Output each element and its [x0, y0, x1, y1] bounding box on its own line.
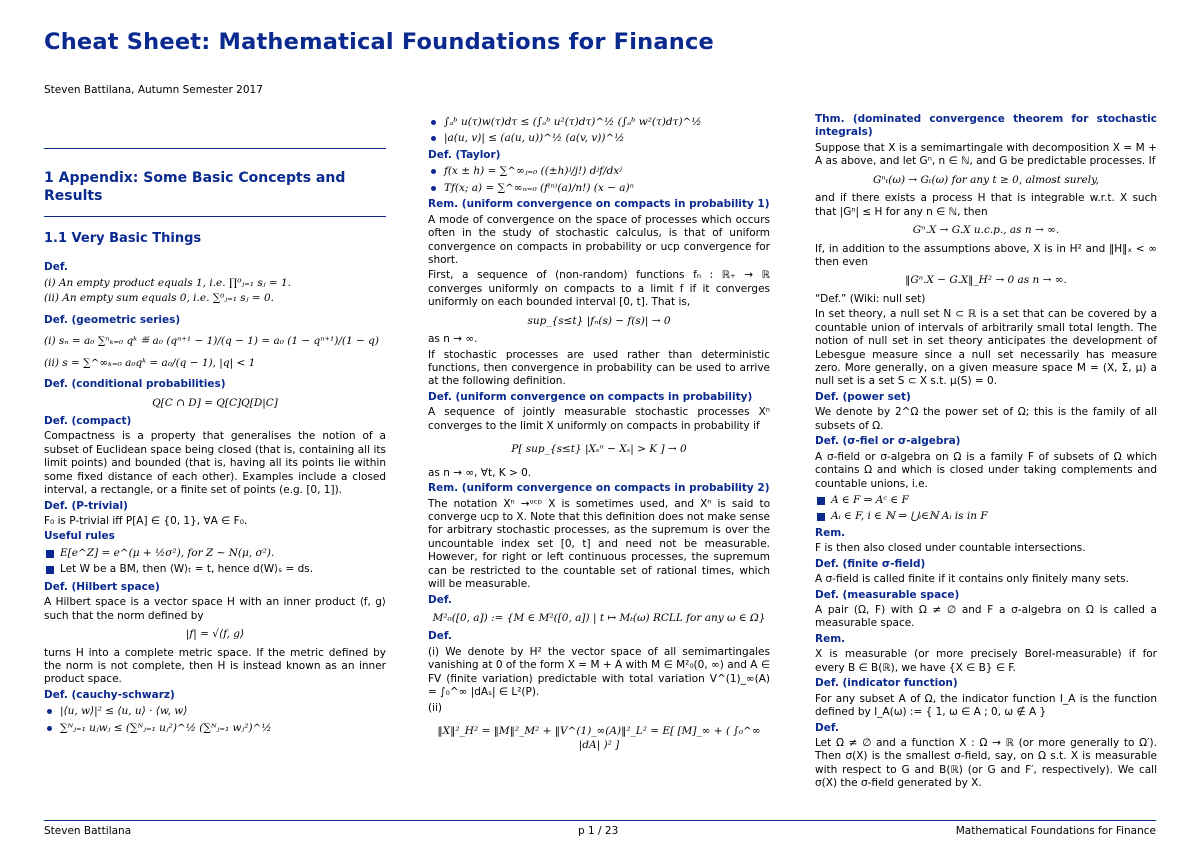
list-item: Tf(x; a) = ∑^∞ₙ₌₀ (f⁽ⁿ⁾(a)/n!) (x − a)ⁿ — [428, 182, 770, 195]
measurable-space-text: A pair (Ω, F) with Ω ≠ ∅ and F a σ-algebra on Ω is called a measurable space. — [815, 604, 1157, 630]
power-set-def: Def. (power set) — [815, 390, 911, 403]
bullet-icon — [431, 186, 436, 191]
list-item: Aᵢ ∈ F, i ∈ ℕ ⇒ ⋃ᵢ∈ℕ Aᵢ is in F — [815, 510, 1157, 523]
ucp-formula: P[ sup_{s≤t} |Xₛⁿ − Xₛ| > K ] → 0 — [511, 443, 687, 456]
h2-formula: ‖X‖²_H² = ‖M‖²_M² + ‖V^(1)_∞(A)‖²_L² = E[ [M]_∞ + ( ∫₀^∞ |dA| )² ] — [437, 725, 761, 751]
footer-page-number: p 1 / 23 — [578, 825, 619, 837]
page-title: Cheat Sheet: Mathematical Foundations for Finance — [44, 29, 714, 55]
compact-text: Compactness is a property that generalises the notion of a subset of Euclidean space being closed (that is, containing all its limit points) and bounded (that is, having all its points lie within some fixed distance of each other). Examples include a closed interval, a rectangle, or a finite set of points (e.g. [0, 1]). — [44, 430, 386, 497]
h2-i: (i) We denote by H² the vector space of all semimartingales vanishing at 0 of the form X = M + A with M ∈ M²₀(0, ∞) and A ∈ FV (finite variation) predictable with total variation V^(1)_∞(A) = ∫₀^∞ |dAₛ| ∈ L²(P). — [428, 645, 770, 699]
ucp1-formula: sup_{s≤t} |fₙ(s) − f(s)| → 0 — [527, 314, 671, 327]
finite-sigma-def: Def. (finite σ-field) — [815, 557, 926, 570]
footer-right: Mathematical Foundations for Finance — [955, 825, 1156, 837]
dct-text-3: If, in addition to the assumptions above, X is in H² and ‖H‖ₓ < ∞ then even — [815, 242, 1157, 268]
dct-text-2: and if there exists a process H that is integrable w.r.t. X such that |Gⁿ| ≤ H for any n ∈ ℕ, then — [815, 192, 1157, 218]
list-item: |⟨u, w⟩|² ≤ ⟨u, u⟩ · ⟨w, w⟩ — [44, 705, 386, 718]
sigma-algebra-text: A σ-field or σ-algebra on Ω is a family F of subsets of Ω which contains Ω and which is closed under taking complements and countable unions, i.e. — [815, 450, 1157, 490]
taylor-def: Def. (Taylor) — [428, 148, 501, 161]
ucp2-text: The notation Xⁿ →ᵘᶜᵖ X is sometimes used, and Xⁿ is said to converge ucp to X. Note that this definition does not make sense for arbitrary stochastic processes, as the supremum is over the uncountable index set [0, t] and need not be measurable. However, for right or left continuous processes, the supremum can be restricted to the countable set of rational times, which will be measurable. — [428, 497, 770, 591]
hilbert-text-2: turns H into a complete metric space. If the metric defined by the norm is not complete, then H is instead known as an inner product space. — [44, 646, 386, 686]
list-item: f(x ± h) = ∑^∞ⱼ₌₀ ((±h)ʲ/j!) dʲf/dxʲ — [428, 165, 770, 178]
bullet-icon — [46, 550, 54, 558]
indicator-text: For any subset A of Ω, the indicator function I_A is the function defined by I_A(ω) := { 1, ω ∈ A ; 0, ω ∉ A } — [815, 692, 1157, 719]
column-3 — [815, 113, 1157, 793]
list-item: E[e^Z] = e^(μ + ½σ²), for Z ∼ N(μ, σ²). — [44, 547, 386, 560]
bullet-icon — [817, 497, 825, 505]
cauchy-schwarz-def: Def. (cauchy-schwarz) — [44, 688, 175, 701]
def-label: Def. — [44, 261, 68, 274]
hilbert-def: Def. (Hilbert space) — [44, 580, 160, 593]
ptrivial-def: Def. (P-trivial) — [44, 499, 128, 512]
sigma-algebra-def: Def. (σ-fiel or σ-algebra) — [815, 435, 961, 448]
bullet-icon — [47, 709, 52, 714]
list-item: ∫ₐᵇ u(τ)w(τ)dτ ≤ (∫ₐᵇ u²(τ)dτ)^½ (∫ₐᵇ w²(τ)dτ)^½ — [428, 116, 770, 129]
section-underline — [44, 216, 386, 217]
column-1 — [44, 150, 386, 738]
hilbert-formula: |f| = √⟨f, g⟩ — [185, 628, 245, 641]
finite-sigma-text: A σ-field is called finite if it contains only finitely many sets. — [815, 573, 1129, 586]
ucp1-text: A mode of convergence on the space of processes which occurs often in the study of stochastic calculus, is that of uniform convergence on compacts in probability or ucp convergence for short. — [428, 213, 770, 266]
ucp2-def: Rem. (uniform convergence on compacts in probability 2) — [428, 482, 770, 495]
dct-formula-1: Gⁿₜ(ω) → Gₜ(ω) for any t ≥ 0, almost surely, — [873, 173, 1099, 186]
rem-text: F is then also closed under countable intersections. — [815, 542, 1086, 555]
bullet-icon — [431, 120, 436, 125]
column-2 — [428, 113, 770, 762]
empty-product: (i) An empty product equals 1, i.e. ∏⁰ⱼ₌₁ sⱼ = 1. — [44, 276, 292, 289]
list-item: |a(u, v)| ≤ (a(u, u))^½ (a(v, v))^½ — [428, 132, 770, 145]
geometric-series-ii: (ii) s = ∑^∞ₖ₌₀ a₀qᵏ = a₀/(q − 1), |q| < 1 — [44, 356, 256, 369]
subsection-heading: 1.1 Very Basic Things — [44, 230, 202, 246]
list-item: Let W be a BM, then ⟨W⟩ₜ = t, hence d⟨W⟩ₛ = ds. — [44, 563, 386, 576]
dct-def: Thm. (dominated convergence theorem for stochastic integrals) — [815, 113, 1157, 139]
compact-def: Def. (compact) — [44, 414, 132, 427]
def-label: Def. — [815, 721, 839, 734]
bullet-icon — [431, 136, 436, 141]
list-item: A ∈ F ⇒ Aᶜ ∈ F — [815, 494, 1157, 507]
rem-label: Rem. — [815, 632, 846, 645]
bullet-icon — [817, 513, 825, 521]
ucp-def: Def. (uniform convergence on compacts in probability) — [428, 390, 753, 403]
footer-left: Steven Battilana — [44, 825, 132, 837]
ucp1-text-3: as n → ∞. — [428, 333, 478, 346]
power-set-text: We denote by 2^Ω the power set of Ω; this is the family of all subsets of Ω. — [815, 406, 1157, 432]
def-label: Def. — [428, 630, 452, 643]
ucp1-text-4: If stochastic processes are used rather than deterministic functions, then convergence in probability can be used to arrive at the following definition. — [428, 348, 770, 388]
ucp1-def: Rem. (uniform convergence on compacts in probability 1) — [428, 198, 770, 211]
geometric-series-def: Def. (geometric series) — [44, 313, 181, 326]
useful-rules-heading: Useful rules — [44, 530, 115, 543]
hilbert-text: A Hilbert space is a vector space H with an inner product ⟨f, g⟩such that the norm defined by — [44, 596, 386, 622]
def-label: Def. — [428, 593, 452, 606]
conditional-formula: Q[C ∩ D] = Q[C]Q[D|C] — [152, 396, 278, 409]
section-rule — [44, 148, 386, 149]
h2-ii: (ii) — [428, 701, 443, 714]
rem-text: X is measurable (or more precisely Borel-measurable) if for every B ∈ B(ℝ), we have {X ∈ B} ∈ F. — [815, 648, 1157, 674]
conditional-def: Def. (conditional probabilities) — [44, 378, 226, 391]
indicator-def: Def. (indicator function) — [815, 677, 958, 690]
bullet-icon — [46, 566, 54, 574]
null-set-text: In set theory, a null set N ⊂ ℝ is a set that can be covered by a countable union of intervals of arbitrarily small total length. The notion of null set in set theory anticipates the development of Lebesgue measure since a null set necessarily has measure zero. More generally, on a given measure space M = (X, Σ, μ) a null set is a set S ⊂ X s.t. μ(S) = 0. — [815, 308, 1157, 388]
dct-formula-3: ‖Gⁿ.X − G.X‖_H² → 0 as n → ∞. — [905, 274, 1067, 287]
bullet-icon — [47, 726, 52, 731]
geometric-series-i: (i) sₙ = a₀ ∑ⁿₖ₌₀ qᵏ ≝ a₀ (qⁿ⁺¹ − 1)/(q − 1) = a₀ (1 − qⁿ⁺¹)/(1 − q) — [44, 335, 379, 348]
footer-rule — [44, 820, 1156, 821]
bullet-icon — [431, 169, 436, 174]
ucp1-text-2: First, a sequence of (non-random) functions fₙ : ℝ₊ → ℝ converges uniformly on compacts to a limit f if it converges uniformly on each bounded interval [0, t]. That is, — [428, 269, 770, 309]
ucp-text-2: as n → ∞, ∀t, K > 0. — [428, 466, 532, 479]
null-set-def: “Def.” (Wiki: null set) — [815, 292, 926, 305]
dct-formula-2: Gⁿ.X → G.X u.c.p., as n → ∞. — [912, 224, 1060, 237]
ptrivial-text: F₀ is P-trivial iff P[A] ∈ {0, 1}, ∀A ∈ F₀. — [44, 515, 248, 527]
dct-text: Suppose that X is a semimartingale with decomposition X = M + A as above, and let Gⁿ, n ∈ ℕ, and G be predictable processes. If — [815, 141, 1157, 168]
empty-sum: (ii) An empty sum equals 0, i.e. ∑⁰ⱼ₌₁ sⱼ = 0. — [44, 292, 274, 305]
ucp-text: A sequence of jointly measurable stochastic processes Xⁿ converges to the limit X uniformly on compacts in probability if — [428, 406, 770, 432]
measurable-space-def: Def. (measurable space) — [815, 588, 960, 601]
rem-label: Rem. — [815, 526, 846, 539]
list-item: ∑ᴺⱼ₌₁ uⱼwⱼ ≤ (∑ᴺⱼ₌₁ uⱼ²)^½ (∑ᴺⱼ₌₁ wⱼ²)^½ — [44, 722, 386, 735]
generated-sigma-text: Let Ω ≠ ∅ and a function X : Ω → ℝ (or more generally to Ω′). Then σ(X) is the smallest σ-field, say, on Ω s.t. X is measurable with respect to G and B(ℝ) (or G and F′, respectively). We call σ(X) the σ-field generated by X. — [815, 736, 1157, 790]
m2-formula: M²₀([0, a]) := {M ∈ M²([0, a]) | t ↦ Mₜ(ω) RCLL for any ω ∈ Ω} — [432, 612, 766, 624]
author-line: Steven Battilana, Autumn Semester 2017 — [44, 84, 263, 96]
section-heading: 1 Appendix: Some Basic Concepts and Results — [44, 170, 346, 204]
